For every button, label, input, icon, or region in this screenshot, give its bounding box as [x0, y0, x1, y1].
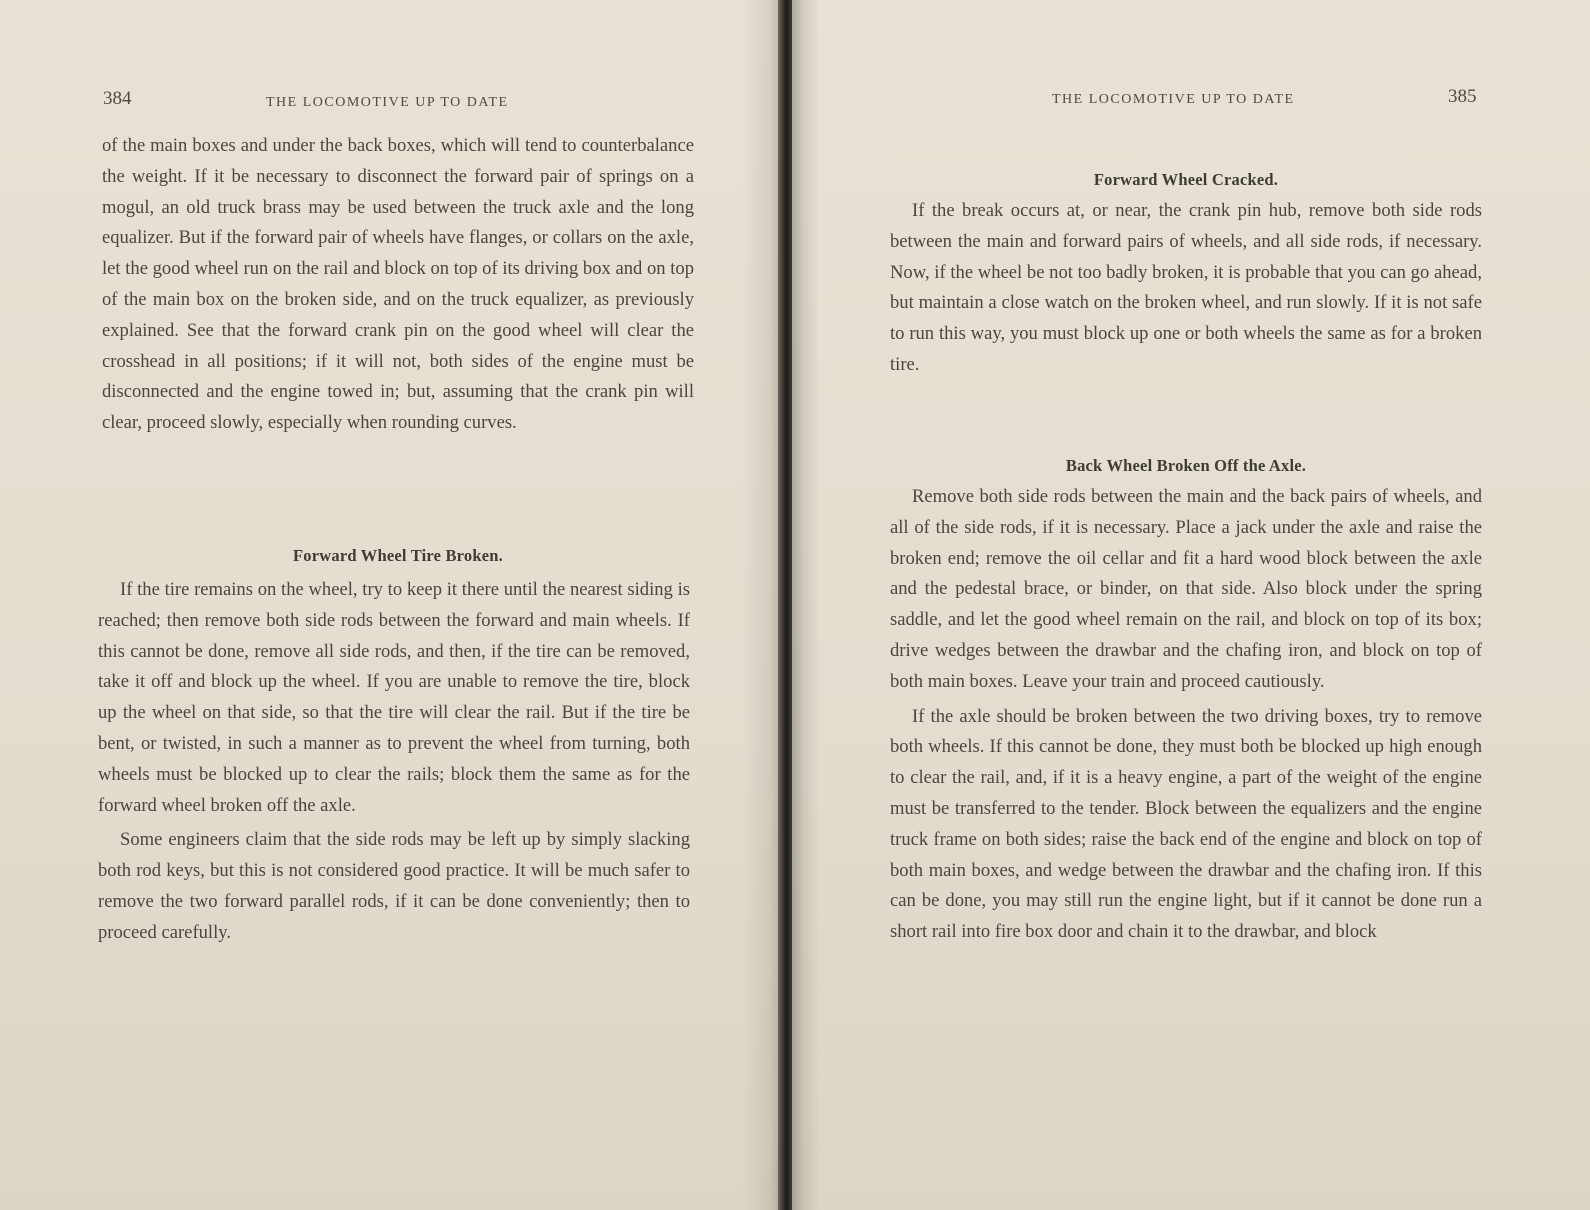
- section-heading: Forward Wheel Cracked.: [1093, 170, 1279, 189]
- right-section2-body: [890, 482, 1482, 948]
- page-number: 385: [1448, 86, 1477, 107]
- continued-paragraph: of the main boxes and under the back boxes, which will tend to counterbalance the weight. If it be necessary to disconnect the forward pair of springs on a mogul, an old truck brass may be used between the truck axle and the long equalizer. But if the forward pair of wheels have flanges, or collars on the axle, let the good wheel run on the rail and block on top of its driving box and on top of the main box on the broken side, and on the truck equalizer, as previously explained. See that the forward crank pin on the good wheel will clear the crosshead in all positions; if it will not, both sides of the engine must be disconnected and the engine towed in; but, assuming that the crank pin will clear, proceed slowly, especially when rounding curves.: [102, 135, 694, 434]
- paragraph: If the tire remains on the wheel, try to keep it there until the nearest siding is reached; then remove both side rods between the forward and main wheels. If this cannot be done, remove all side rods, and then, if the tire can be removed, take it off and block up the wheel. If you are unable to remove the tire, block up the wheel on that side, so that the tire will clear the rail. But if the tire be bent, or twisted, in such a manner as to prevent the wheel from turning, both wheels must be blocked up to clear the rails; block them the same as for the forward wheel broken off the axle.: [98, 579, 690, 816]
- paragraph: Remove both side rods between the main and the back pairs of wheels, and all of the side rods, if it is necessary. Place a jack under the axle and raise the broken end; remove the oil cellar and fit a hard wood block between the axle and the pedestal brace, or binder, on that side. Also block under the spring saddle, and let the good wheel remain on the rail, and block on top of its box; drive wedges between the drawbar and the chafing iron, and block on top of both main boxes. Leave your train and proceed cautiously.: [890, 486, 1482, 692]
- left-body: [102, 131, 694, 439]
- page-number: 384: [103, 88, 132, 109]
- running-head: THE LOCOMOTIVE UP TO DATE: [1052, 92, 1295, 107]
- left-section-body: [98, 575, 690, 949]
- paragraph: Some engineers claim that the side rods may be left up by simply slacking both rod keys, but this is not considered good practice. It will be much safer to remove the two forward parallel rods, if it can be done conveniently; then to proceed carefully.: [98, 829, 690, 943]
- section-heading: Forward Wheel Tire Broken.: [293, 546, 503, 565]
- section-heading: Back Wheel Broken Off the Axle.: [1065, 456, 1307, 475]
- left-page: [0, 0, 782, 1210]
- paragraph: If the axle should be broken between the two driving boxes, try to remove both wheels. If this cannot be done, they must both be blocked up high enough to clear the rail, and, if it is a heavy engine, a part of the weight of the engine must be transferred to the tender. Block between the equalizers and the engine truck frame on both sides; raise the back end of the engine and block on top of both main boxes, and wedge between the drawbar and the chafing iron. If this can be done, you may still run the engine light, but if it cannot be done run a short rail into fire box door and chain it to the drawbar, and block: [890, 705, 1482, 943]
- running-head: THE LOCOMOTIVE UP TO DATE: [266, 95, 509, 110]
- right-section1-body: [890, 196, 1482, 381]
- right-page: [792, 0, 1590, 1210]
- paragraph: If the break occurs at, or near, the crank pin hub, remove both side rods between the main and forward pairs of wheels, and all side rods, if necessary. Now, if the wheel be not too badly broken, it is probable that you can go ahead, but maintain a close watch on the broken wheel, and run slowly. If it is not safe to run this way, you must block up one or both wheels the same as for a broken tire.: [890, 200, 1482, 375]
